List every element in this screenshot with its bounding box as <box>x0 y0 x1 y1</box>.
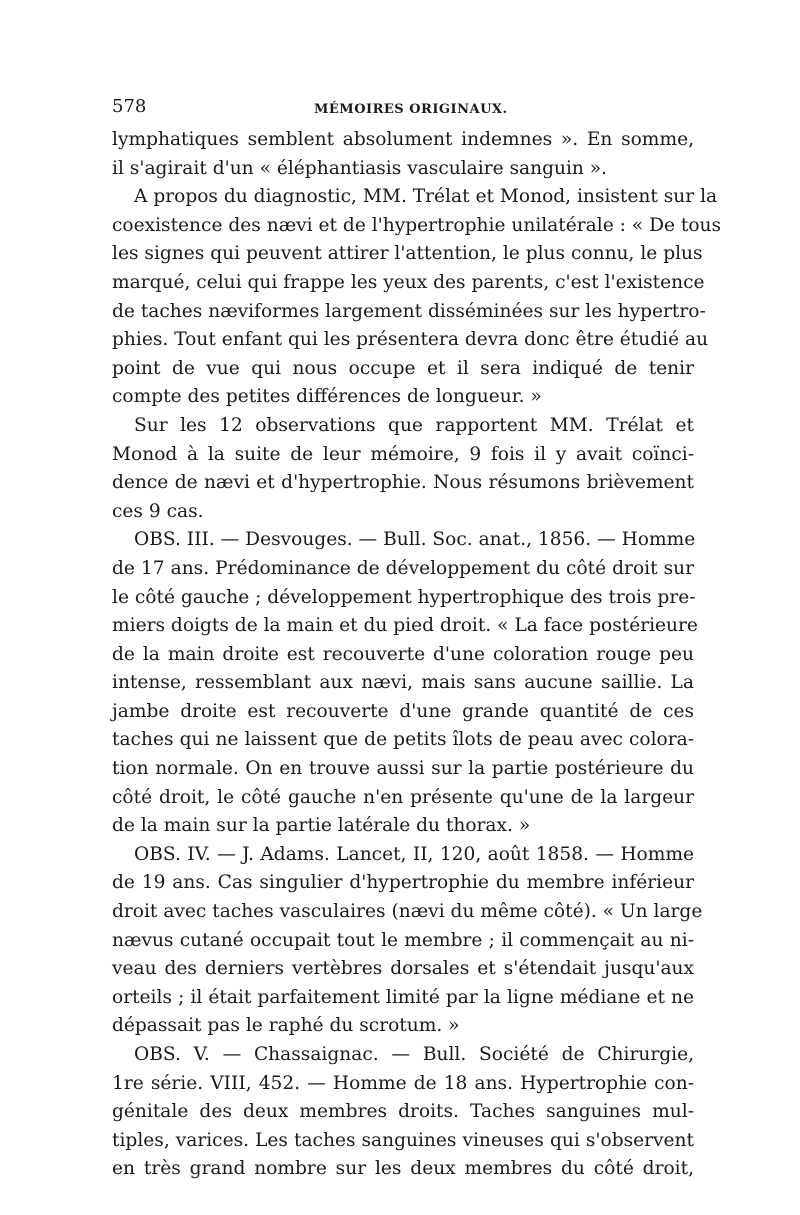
page <box>112 94 722 1184</box>
text-line: coexistence des nævi et de l'hypertrophie unilatérale : « De tous <box>112 214 722 236</box>
text-line: de 19 ans. Cas singulier d'hypertrophie du membre inférieur <box>112 872 694 894</box>
body-text <box>112 126 722 1184</box>
text-line: lymphatiques semblent absolument indemnes ». En somme, <box>112 129 694 150</box>
text-line: tiples, varices. Les taches sanguines vineuses qui s'observent <box>112 1129 694 1151</box>
text-line: taches qui ne laissent que de petits îlots de peau avec colora- <box>112 729 694 751</box>
text-line: A propos du diagnostic, MM. Trélat et Monod, insistent sur la <box>134 186 718 208</box>
text-line: de taches næviformes largement disséminées sur les hypertro- <box>112 300 706 322</box>
text-line: jambe droite est recouverte d'une grande quantité de ces <box>112 700 694 722</box>
text-line: il s'agirait d'un « éléphantiasis vasculaire sanguin ». <box>112 157 608 179</box>
text-line: marqué, celui qui frappe les yeux des parents, c'est l'existence <box>112 271 705 293</box>
running-head: MÉMOIRES ORIGINAUX. <box>314 102 508 117</box>
text-line: droit avec taches vasculaires (nævi du même côté). « Un large <box>112 901 703 923</box>
text-line: OBS. V. — Chassaignac. — Bull. Société de Chirurgie, <box>134 1044 694 1065</box>
text-line: intense, ressemblant aux nævi, mais sans aucune saillie. La <box>112 672 694 694</box>
text-line: orteils ; il était parfaitement limité par la ligne médiane et ne <box>112 986 694 1008</box>
text-line: tion normale. On en trouve aussi sur la partie postérieure du <box>112 758 694 780</box>
text-line: ces 9 cas. <box>112 500 204 522</box>
text-line: OBS. III. — Desvouges. — Bull. Soc. anat., 1856. — Homme <box>134 529 696 551</box>
text-line: le côté gauche ; développement hypertrophique des trois pre- <box>112 586 696 608</box>
text-line: nævus cutané occupait tout le membre ; il commençait au ni- <box>112 929 694 951</box>
text-line: miers doigts de la main et du pied droit. « La face postérieure <box>112 615 698 637</box>
text-line: 1re série. VIII, 452. — Homme de 18 ans. Hypertrophie con- <box>112 1072 694 1094</box>
text-line: Sur les 12 observations que rapportent MM. Trélat et <box>134 414 694 436</box>
text-line: phies. Tout enfant qui les présentera devra donc être étudié au <box>112 329 709 351</box>
text-line: côté droit, le côté gauche n'en présente qu'une de la largeur <box>112 786 694 808</box>
text-line: dépassait pas le raphé du scrotum. » <box>112 1015 460 1037</box>
page-header <box>112 94 694 124</box>
text-line: dence de nævi et d'hypertrophie. Nous résumons brièvement <box>112 472 694 494</box>
page-number: 578 <box>112 96 147 117</box>
text-line: de la main droite est recouverte d'une coloration rouge peu <box>112 643 694 665</box>
text-line: de 17 ans. Prédominance de développement du côté droit sur <box>112 557 694 579</box>
text-line: compte des petites différences de longueur. » <box>112 386 542 408</box>
text-line: Monod à la suite de leur mémoire, 9 fois il y avait coïnci- <box>112 443 694 465</box>
text-line: point de vue qui nous occupe et il sera indiqué de tenir <box>112 357 694 379</box>
text-line: génitale des deux membres droits. Taches sanguines mul- <box>112 1101 694 1123</box>
text-line: en très grand nombre sur les deux membres du côté droit, <box>112 1158 694 1180</box>
text-line: les signes qui peuvent attirer l'attention, le plus connu, le plus <box>112 243 703 265</box>
text-line: veau des derniers vertèbres dorsales et s'étendait jusqu'aux <box>112 958 694 980</box>
text-line: de la main sur la partie latérale du thorax. » <box>112 815 531 837</box>
text-line: OBS. IV. — J. Adams. Lancet, II, 120, août 1858. — Homme <box>134 843 694 865</box>
